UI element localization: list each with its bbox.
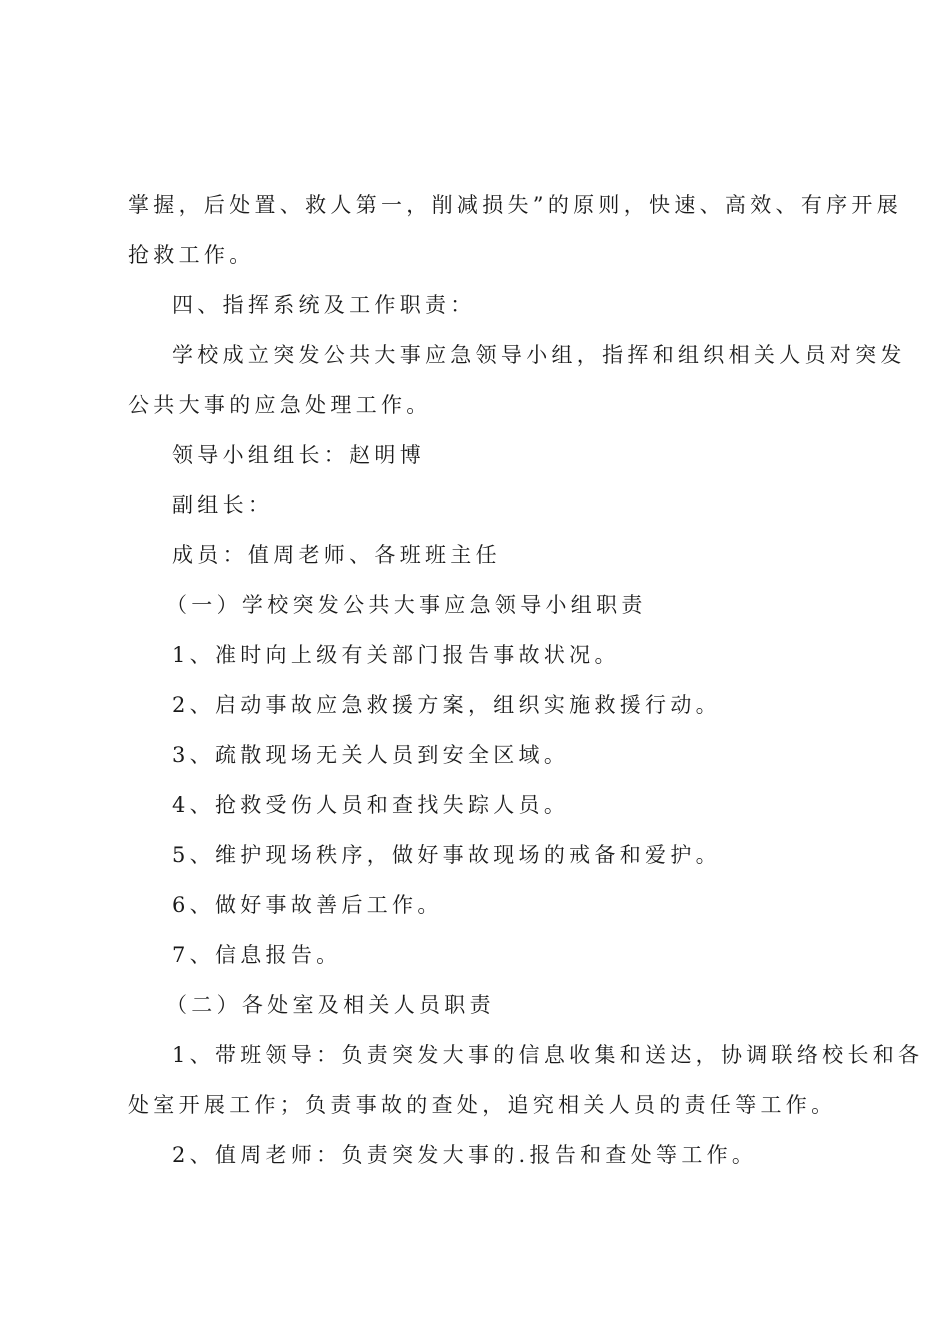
members-line (128, 530, 838, 580)
deputy-leader-line (128, 480, 838, 530)
text-line: （一）学校突发公共大事应急领导小组职责 (166, 593, 647, 617)
subsection-heading-office-duties (128, 980, 838, 1030)
text-line: （二）各处室及相关人员职责 (166, 993, 495, 1017)
list-item (128, 730, 838, 780)
text-line: 5、维护现场秩序，做好事故现场的戒备和爱护。 (172, 843, 721, 867)
text-line: 7、信息报告。 (172, 943, 342, 967)
text-line: 2、值周老师：负责突发大事的.报告和查处等工作。 (172, 1143, 758, 1167)
text-line: 1、带班领导：负责突发大事的信息收集和送达，协调联络校长和各 (172, 1043, 924, 1067)
section-heading-command-system (128, 280, 838, 330)
list-item (128, 680, 838, 730)
list-item (128, 930, 838, 980)
text-line: 领导小组组长：赵明博 (172, 443, 425, 467)
text-line: 1、准时向上级有关部门报告事故状况。 (172, 643, 620, 667)
paragraph-leadership-group (128, 330, 906, 430)
list-item (128, 1030, 924, 1130)
list-item (128, 1130, 838, 1180)
text-line: 副组长： (172, 493, 274, 517)
group-leader-line (128, 430, 838, 480)
text-line: 3、疏散现场无关人员到安全区域。 (172, 743, 570, 767)
text-line: 学校成立突发公共大事应急领导小组，指挥和组织相关人员对突发 (172, 343, 906, 367)
text-line: 成员：值周老师、各班班主任 (172, 543, 501, 567)
list-item (128, 830, 838, 880)
list-item (128, 630, 838, 680)
text-line: 4、抢救受伤人员和查找失踪人员。 (172, 793, 570, 817)
text-line: 处室开展工作；负责事故的查处，追究相关人员的责任等工作。 (128, 1093, 837, 1117)
list-item (128, 780, 838, 830)
text-line: 6、做好事故善后工作。 (172, 893, 443, 917)
subsection-heading-group-duties (128, 580, 838, 630)
text-line: 四、指挥系统及工作职责： (172, 293, 476, 317)
text-line: 公共大事的应急处理工作。 (128, 393, 432, 417)
text-line: 掌握，后处置、救人第一，削减损失”的原则，快速、高效、有序开展 (128, 193, 903, 217)
text-line: 抢救工作。 (128, 243, 255, 267)
paragraph-principle-continuation (128, 180, 903, 280)
text-line: 2、启动事故应急救援方案，组织实施救援行动。 (172, 693, 721, 717)
list-item (128, 880, 838, 930)
